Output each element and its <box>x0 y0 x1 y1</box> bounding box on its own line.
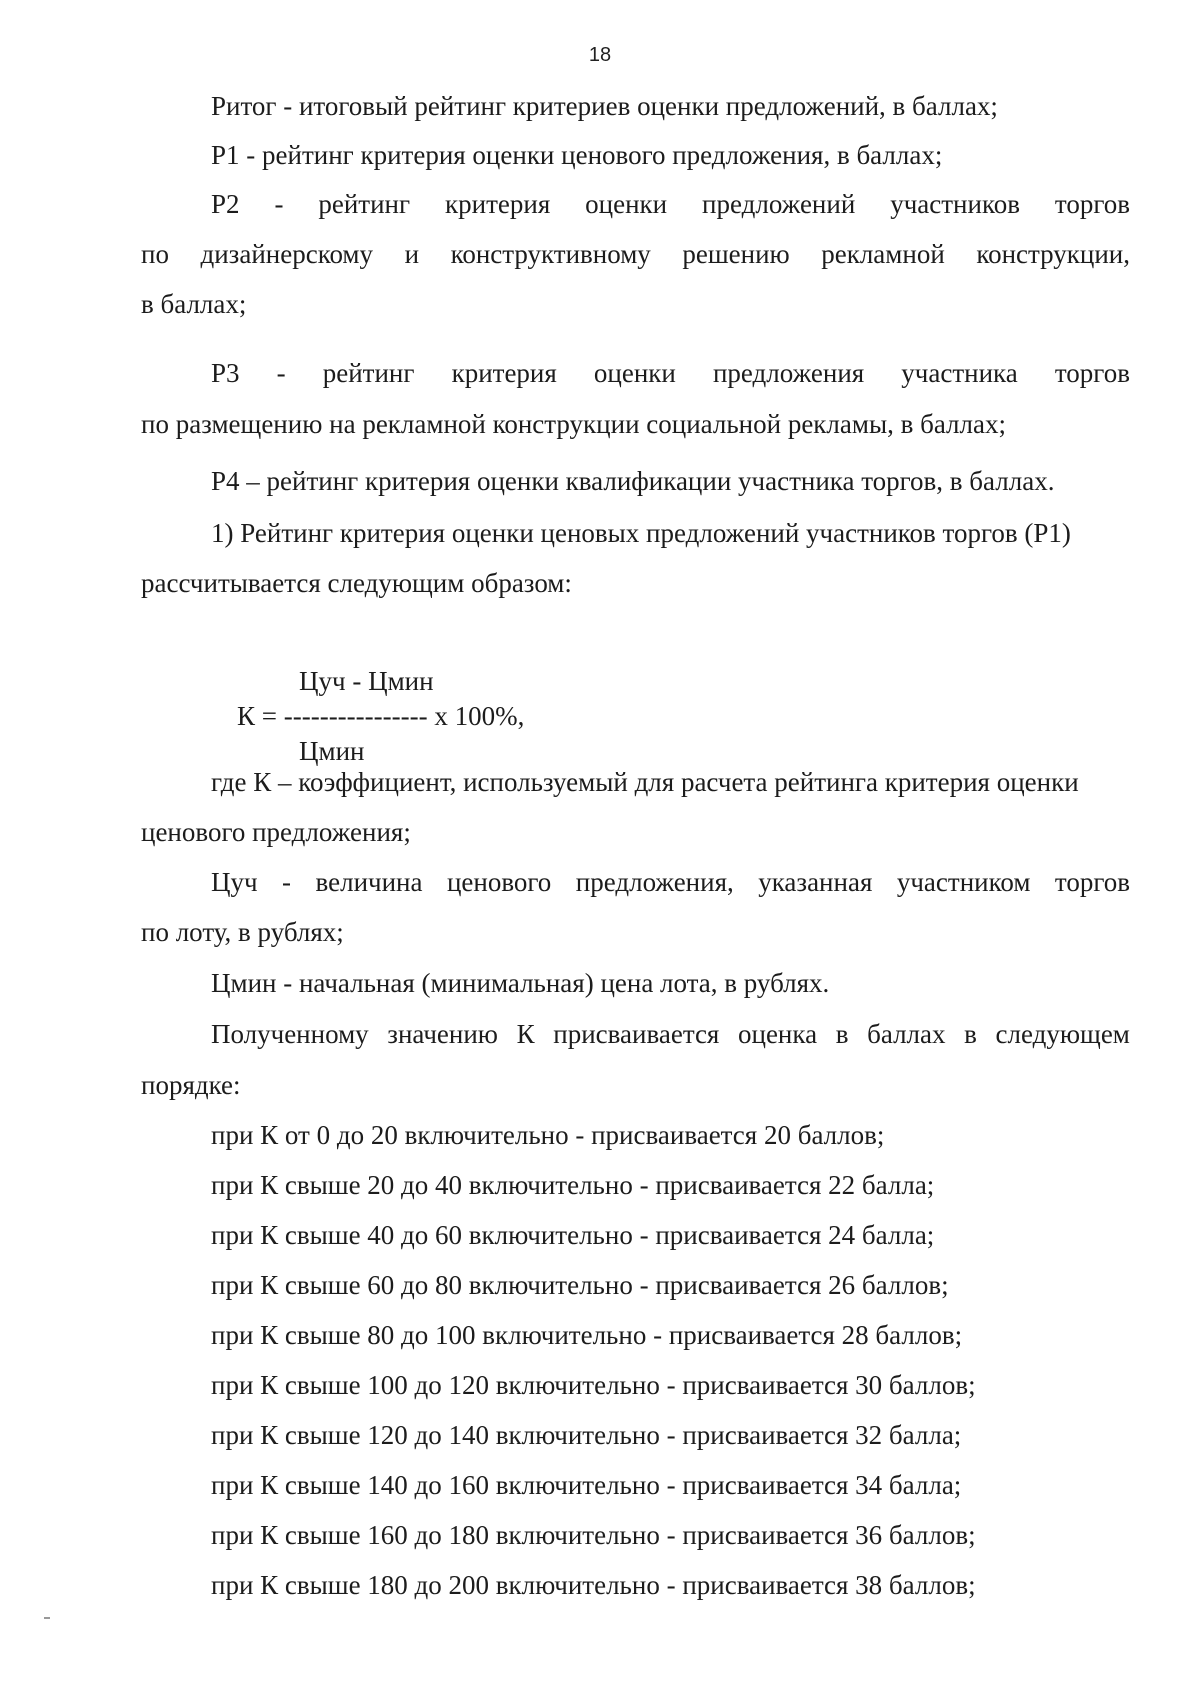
word: оценки <box>585 189 668 219</box>
word: рекламной <box>821 239 945 269</box>
word: дизайнерскому <box>200 239 374 269</box>
assign-line1 <box>211 1017 1130 1051</box>
score-rule: при К свыше 140 до 160 включительно - присваивается 34 балла; <box>211 1470 962 1500</box>
word: присваивается <box>553 1019 720 1049</box>
word: конструктивному <box>450 239 651 269</box>
r3-definition-line2: по размещению на рекламной конструкции социальной рекламы, в баллах; <box>141 409 1006 439</box>
page-number: 18 <box>588 44 612 66</box>
tsuch-explanation-line2: по лоту, в рублях; <box>141 917 344 947</box>
r3-definition-line1 <box>211 356 1130 390</box>
score-rule: при К свыше 160 до 180 включительно - присваивается 36 баллов; <box>211 1520 976 1550</box>
section1-line1: 1) Рейтинг критерия оценки ценовых предложений участников торгов (Р1) <box>211 518 1071 548</box>
score-rule: при К свыше 180 до 200 включительно - присваивается 38 баллов; <box>211 1570 976 1600</box>
r4-definition: Р4 – рейтинг критерия оценки квалификации участника торгов, в баллах. <box>211 466 1055 496</box>
tsmin-explanation: Цмин - начальная (минимальная) цена лота, в рублях. <box>211 968 830 998</box>
word: - <box>282 867 292 897</box>
word: в <box>835 1019 849 1049</box>
r2-definition-line2 <box>141 237 1130 271</box>
word: по <box>141 239 169 269</box>
word: критерия <box>451 358 557 388</box>
word: Полученному <box>211 1019 369 1049</box>
score-rule: при К свыше 20 до 40 включительно - присваивается 22 балла; <box>211 1170 935 1200</box>
k-explanation-line1: где К – коэффициент, используемый для расчета рейтинга критерия оценки <box>211 767 1079 797</box>
word: К <box>516 1019 535 1049</box>
score-rule: при К свыше 100 до 120 включительно - присваивается 30 баллов; <box>211 1370 976 1400</box>
word: Р3 <box>211 358 240 388</box>
word: - <box>276 358 286 388</box>
word: торгов <box>1054 867 1130 897</box>
word: предложения, <box>575 867 734 897</box>
word: Р2 <box>211 189 240 219</box>
word: критерия <box>445 189 551 219</box>
scan-mark <box>44 1617 50 1619</box>
word: указанная <box>758 867 873 897</box>
tsuch-explanation-line1 <box>211 865 1130 899</box>
word: и <box>404 239 420 269</box>
formula-numerator: Цуч - Цмин <box>299 666 434 696</box>
word: рейтинг <box>318 189 411 219</box>
formula-main: К = ---------------- х 100%, <box>237 701 525 731</box>
word: торгов <box>1054 189 1130 219</box>
r2-definition-line1 <box>211 187 1130 221</box>
section1-line2: рассчитывается следующим образом: <box>141 568 572 598</box>
word: значению <box>387 1019 498 1049</box>
word: ценового <box>446 867 552 897</box>
word: участника <box>901 358 1018 388</box>
word: Цуч <box>211 867 258 897</box>
word: предложения <box>712 358 865 388</box>
score-rule: при К свыше 60 до 80 включительно - присваивается 26 баллов; <box>211 1270 949 1300</box>
assign-line2: порядке: <box>141 1070 241 1100</box>
ritog-definition: Ритог - итоговый рейтинг критериев оценки предложений, в баллах; <box>211 91 998 121</box>
word: следующем <box>995 1019 1130 1049</box>
word: - <box>274 189 284 219</box>
word: оценка <box>738 1019 818 1049</box>
word: в <box>964 1019 977 1049</box>
word: величина <box>315 867 423 897</box>
word: торгов <box>1054 358 1130 388</box>
word: предложений <box>702 189 856 219</box>
r2-definition-line3: в баллах; <box>141 289 247 319</box>
score-rule: при К свыше 40 до 60 включительно - присваивается 24 балла; <box>211 1220 935 1250</box>
word: решению <box>682 239 790 269</box>
word: баллах <box>867 1019 946 1049</box>
r1-definition: Р1 - рейтинг критерия оценки ценового предложения, в баллах; <box>211 140 943 170</box>
word: участником <box>896 867 1031 897</box>
score-rule: при К свыше 120 до 140 включительно - присваивается 32 балла; <box>211 1420 962 1450</box>
word: оценки <box>593 358 676 388</box>
score-rule: при К свыше 80 до 100 включительно - присваивается 28 баллов; <box>211 1320 963 1350</box>
k-explanation-line2: ценового предложения; <box>141 817 411 847</box>
formula-denominator: Цмин <box>299 736 365 766</box>
score-rule: при К от 0 до 20 включительно - присваивается 20 баллов; <box>211 1120 885 1150</box>
word: конструкции, <box>976 239 1130 269</box>
word: участников <box>890 189 1020 219</box>
word: рейтинг <box>322 358 415 388</box>
